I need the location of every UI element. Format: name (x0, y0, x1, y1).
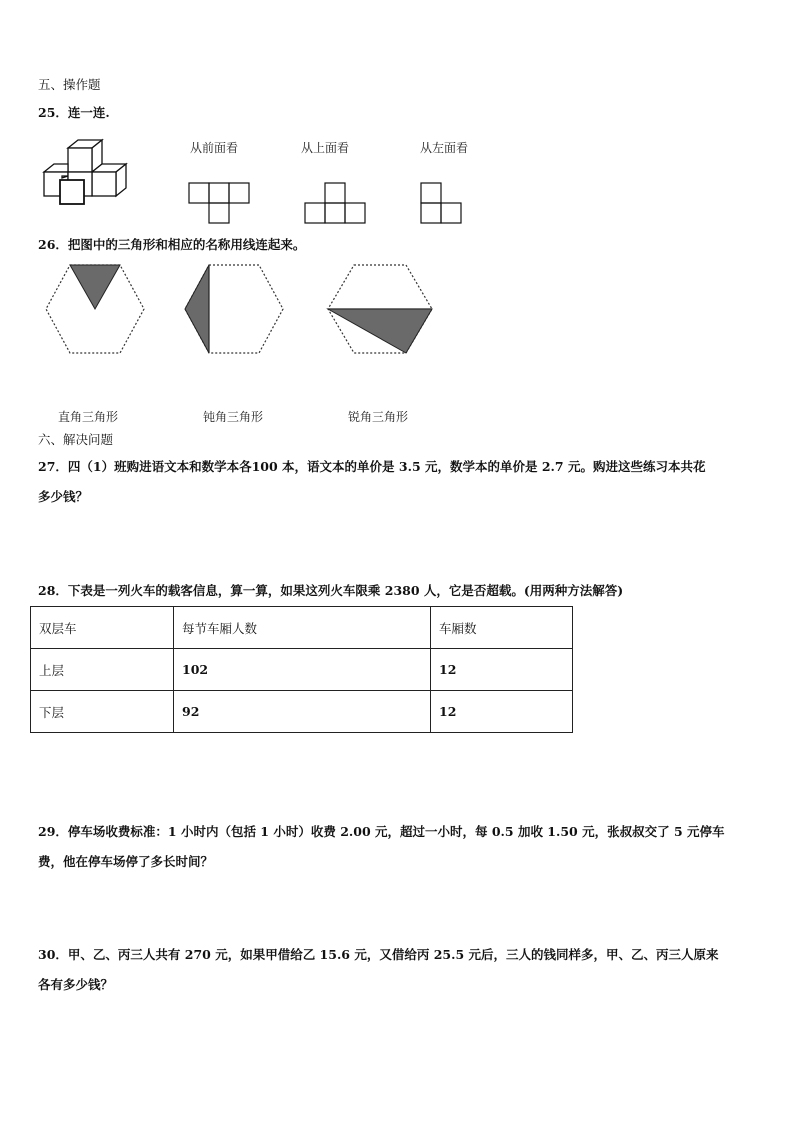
table-header-cell: 车厢数 (431, 607, 573, 649)
view-shape-front (188, 182, 250, 224)
triangle-name-obtuse: 钝角三角形 (203, 410, 264, 424)
triangle-name-right: 直角三角形 (58, 410, 119, 424)
view-label-front: 从前面看 (190, 141, 239, 155)
table-cell: 92 (174, 691, 431, 733)
section-heading-problem-solving: 六、解决问题 (38, 432, 114, 447)
view-label-top: 从上面看 (301, 141, 350, 155)
table-row (31, 649, 573, 691)
cube-stack-figure (40, 136, 130, 208)
table-header-cell: 双层车 (31, 607, 174, 649)
train-capacity-table (30, 606, 573, 733)
table-cell: 102 (174, 649, 431, 691)
question-30-line2: 各有多少钱？ (38, 977, 114, 992)
view-label-left: 从左面看 (420, 141, 469, 155)
hexagon-obtuse-triangle (183, 263, 285, 355)
question-28: 28．下表是一列火车的载客信息，算一算，如果这列火车限乘 2380 人，它是否超载。(用两种方法解答) (38, 583, 624, 598)
table-header-cell: 每节车厢人数 (174, 607, 431, 649)
section-heading-operations: 五、操作题 (38, 77, 101, 92)
hexagon-right-triangle (44, 263, 146, 355)
question-30-line1: 30．甲、乙、丙三人共有 270 元，如果甲借给乙 15.6 元，又借给丙 25.5 元后，三人的钱同样多，甲、乙、丙三人原来 (38, 947, 719, 962)
question-25: 25．连一连. (38, 105, 110, 120)
table-header-row (31, 607, 573, 649)
table-cell: 12 (431, 649, 573, 691)
question-27-line2: 多少钱？ (38, 489, 89, 504)
question-29-line1: 29．停车场收费标准：1 小时内（包括 1 小时）收费 2.00 元，超过一小时，每 0.5 加收 1.50 元，张叔叔交了 5 元停车 (38, 824, 725, 839)
question-29-line2: 费，他在停车场停了多长时间？ (38, 854, 214, 869)
table-cell: 上层 (31, 649, 174, 691)
view-shape-top (304, 182, 366, 224)
question-26: 26．把图中的三角形和相应的名称用线连起来。 (38, 237, 306, 252)
table-row (31, 691, 573, 733)
table-cell: 下层 (31, 691, 174, 733)
triangle-name-acute: 锐角三角形 (348, 410, 409, 424)
hexagon-acute-triangle (326, 263, 434, 355)
question-27-line1: 27．四（1）班购进语文本和数学本各100 本，语文本的单价是 3.5 元，数学本的单价是 2.7 元。购进这些练习本共花 (38, 459, 706, 474)
table-cell: 12 (431, 691, 573, 733)
view-shape-left (420, 182, 464, 224)
